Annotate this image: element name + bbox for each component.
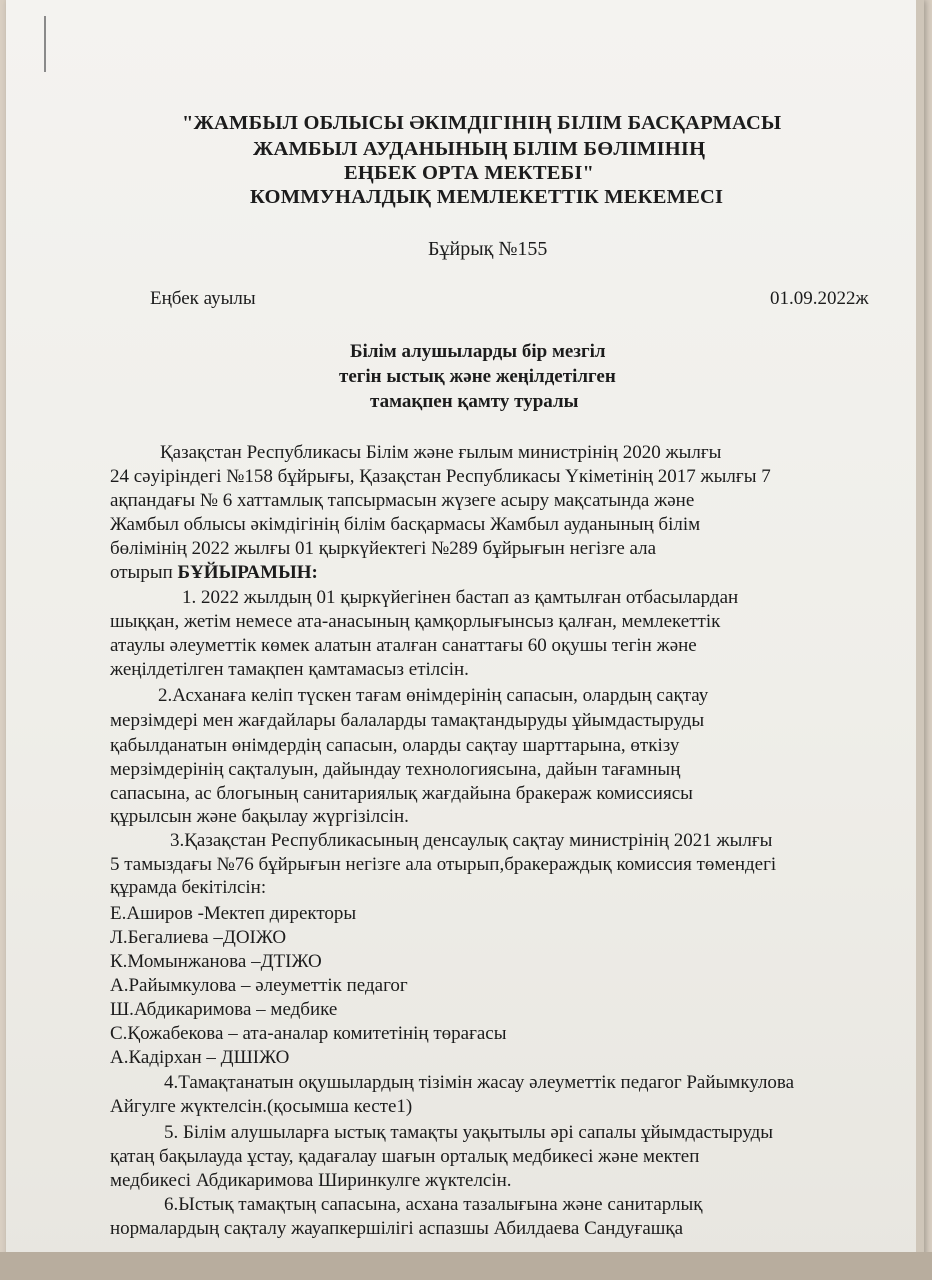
header-line-2: ЖАМБЫЛ АУДАНЫНЫҢ БІЛІМ БӨЛІМІНІҢ [253, 138, 706, 160]
item-2-line: құрылсын және бақылау жүргізілсін. [110, 806, 409, 827]
commission-member: А.Райымкулова – әлеуметтік педагог [110, 975, 408, 996]
header-line-1: "ЖАМБЫЛ ОБЛЫСЫ ӘКІМДІГІНІҢ БІЛІМ БАСҚАРМАСЫ [182, 112, 782, 134]
item-6-line: нормалардың сақталу жауапкершілігі аспазшы Абилдаева Сандуғашқа [110, 1218, 684, 1239]
subject-line-3: тамақпен қамту туралы [370, 391, 579, 412]
item-2-line: қабылданатын өнімдердің сапасын, оларды сақтау шарттарына, өткізу [110, 735, 680, 756]
margin-mark [44, 16, 46, 72]
item-1-line: жеңілдетілген тамақпен қамтамасыз етілсін. [110, 659, 469, 680]
item-3-line: 5 тамыздағы №76 бұйрығын негізге ала отырып,бракераждық комиссия төмендегі [110, 854, 777, 875]
page-edge [916, 0, 924, 1280]
commission-member: А.Кадірхан – ДШІЖО [110, 1047, 290, 1068]
item-3-line: құрамда бекітілсін: [110, 877, 267, 898]
item-3-line: 3.Қазақстан Республикасының денсаулық сақтау министрінің 2021 жылғы [170, 830, 773, 851]
place: Еңбек ауылы [150, 288, 256, 309]
commission-member: Е.Аширов -Мектеп директоры [110, 903, 357, 924]
item-5-line: қатаң бақылауда ұстау, қадағалау шағын орталық медбикесі және мектеп [110, 1146, 700, 1167]
preamble-prefix: отырып [110, 562, 178, 583]
commission-member: Л.Бегалиева –ДОІЖО [110, 927, 287, 948]
preamble-line: ақпандағы № 6 хаттамлық тапсырмасын жүзеге асыру мақсатында және [110, 490, 695, 511]
header-line-4: КОММУНАЛДЫҚ МЕМЛЕКЕТТІК МЕКЕМЕСІ [250, 186, 724, 208]
preamble-line: бөлімінің 2022 жылғы 01 қыркүйектегі №289 бұйрығын негізге ала [110, 538, 657, 559]
desk-surface [0, 1252, 932, 1280]
item-1-line: 1. 2022 жылдың 01 қыркүйегінен бастап аз қамтылған отбасылардан [182, 587, 739, 608]
item-1-line: атаулы әлеуметтік көмек алатын аталған санаттағы 60 оқушы тегін және [110, 635, 697, 656]
commission-member: К.Момынжанова –ДТІЖО [110, 951, 322, 972]
subject-line-2: тегін ыстық және жеңілдетілген [339, 366, 616, 387]
item-4-line: 4.Тамақтанатын оқушылардың тізімін жасау әлеуметтік педагог Райымкулова [164, 1072, 795, 1093]
item-5-line: 5. Білім алушыларға ыстық тамақты уақытылы әрі сапалы ұйымдастыруды [164, 1122, 774, 1143]
preamble-line: Жамбыл облысы әкімдігінің білім басқармасы Жамбыл ауданының білім [110, 514, 701, 535]
subject-line-1: Білім алушыларды бір мезгіл [350, 341, 606, 362]
header-line-3: ЕҢБЕК ОРТА МЕКТЕБІ" [344, 162, 595, 184]
preamble-line: Қазақстан Республикасы Білім және ғылым министрінің 2020 жылғы [160, 442, 722, 463]
document-page [6, 0, 924, 1280]
order-number: Бұйрық №155 [428, 238, 548, 260]
item-4-line: Айгулге жүктелсін.(қосымша кесте1) [110, 1096, 413, 1117]
order-date: 01.09.2022ж [770, 288, 869, 309]
item-2-line: 2.Асханаға келіп түскен тағам өнімдерінің сапасын, олардың сақтау [158, 685, 709, 706]
item-2-line: мерзімдері мен жағдайлары балаларды тамақтандыруды ұйымдастыруды [110, 710, 705, 731]
item-5-line: медбикесі Абдикаримова Ширинкулге жүктелсін. [110, 1170, 512, 1191]
item-2-line: мерзімдерінің сақталуын, дайындау технологиясына, дайын тағамның [110, 759, 681, 780]
preamble-last-line [110, 562, 318, 584]
item-2-line: сапасына, ас блогының санитариялық жағдайына бракераж комиссиясы [110, 783, 693, 804]
commission-member: С.Қожабекова – ата-аналар комитетінің төрағасы [110, 1023, 507, 1044]
preamble-line: 24 сәуіріндегі №158 бұйрығы, Қазақстан Республикасы Үкіметінің 2017 жылғы 7 [110, 466, 771, 487]
commission-member: Ш.Абдикаримова – медбике [110, 999, 338, 1020]
order-directive: БҰЙЫРАМЫН: [177, 562, 318, 583]
item-1-line: шыққан, жетім немесе ата-анасының қамқорлығынсыз қалған, мемлекеттік [110, 611, 721, 632]
item-6-line: 6.Ыстық тамақтың сапасына, асхана тазалығына және санитарлық [164, 1194, 703, 1215]
